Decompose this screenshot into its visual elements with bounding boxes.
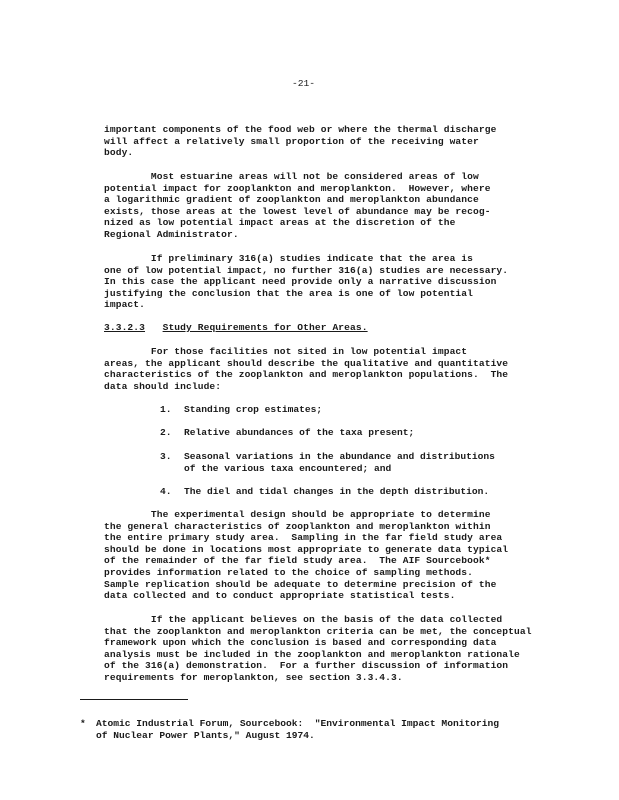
list-item [160, 404, 322, 416]
section-title: Study Requirements for Other Areas. [162, 322, 368, 333]
list-item [160, 427, 414, 439]
list-item [160, 451, 495, 474]
footnote-divider [80, 699, 188, 700]
paragraph-other-facilities: For those facilities not sited in low potential impact areas, the applicant should describe the qualitative and quantitative characteristics of the zooplankton and meroplankton populations. The data should include: [104, 346, 509, 392]
paragraph-applicant-beliefs: If the applicant believes on the basis of the data collected that the zooplankton and meroplankton criteria can be met, the conceptual framework upon which the conclusion is based and corresponding data analysis must be included in the zooplankton and meroplankton rationale of the 316(a) demonstration. For a further discussion of information requirements for meroplankton, see section 3.3.4.3. [104, 614, 532, 683]
page-number: -21- [292, 78, 316, 89]
list-item-text: The diel and tidal changes in the depth distribution. [184, 486, 490, 497]
list-item-number: 3. [160, 451, 172, 462]
list-item-text: Standing crop estimates; [184, 404, 323, 415]
list-item-number: 4. [160, 486, 172, 497]
paragraph-experimental-design: The experimental design should be appropriate to determine the general characteristics of zooplankton and meroplankton within the entire primary study area. Sampling in the far field study area should be done in locations most appropriate to generate data typical of the remainder of the far field study area. The AIF Sourcebook* provides information related to the choice of sampling methods. Sample replication should be adequate to determine precision of the data collected and to conduct appropriate statistical tests. [104, 509, 509, 602]
footnote-text: Atomic Industrial Forum, Sourcebook: "Environmental Impact Monitoring of Nuclear Power Plants," August 1974. [96, 718, 500, 741]
footnote-mark: * [80, 718, 86, 729]
list-item-number: 2. [160, 427, 172, 438]
list-item-text: Relative abundances of the taxa present; [184, 427, 415, 438]
list-item-text: Seasonal variations in the abundance and distributions of the various taxa encountered; and [184, 451, 495, 474]
paragraph-estuarine-areas: Most estuarine areas will not be considered areas of low potential impact for zooplankton and meroplankton. However, where a logarithmic gradient of zooplankton and meroplankton abundance exists, those areas at the lowest level of abundance may be recog- nized as low potential impact areas at the discretion of the Regional Administrator. [104, 171, 491, 240]
paragraph-continuation: important components of the food web or where the thermal discharge will affect a relatively small proportion of the receiving water body. [104, 124, 497, 159]
section-heading [104, 322, 514, 334]
paragraph-preliminary-studies: If preliminary 316(a) studies indicate that the area is one of low potential impact, no further 316(a) studies are necessary. In this case the applicant need provide only a narrative discussion justifying the conclusion that the area is one of low potential impact. [104, 253, 509, 311]
list-item [160, 486, 489, 498]
section-number: 3.3.2.3 [104, 322, 146, 333]
footnote [80, 718, 499, 741]
list-item-number: 1. [160, 404, 172, 415]
